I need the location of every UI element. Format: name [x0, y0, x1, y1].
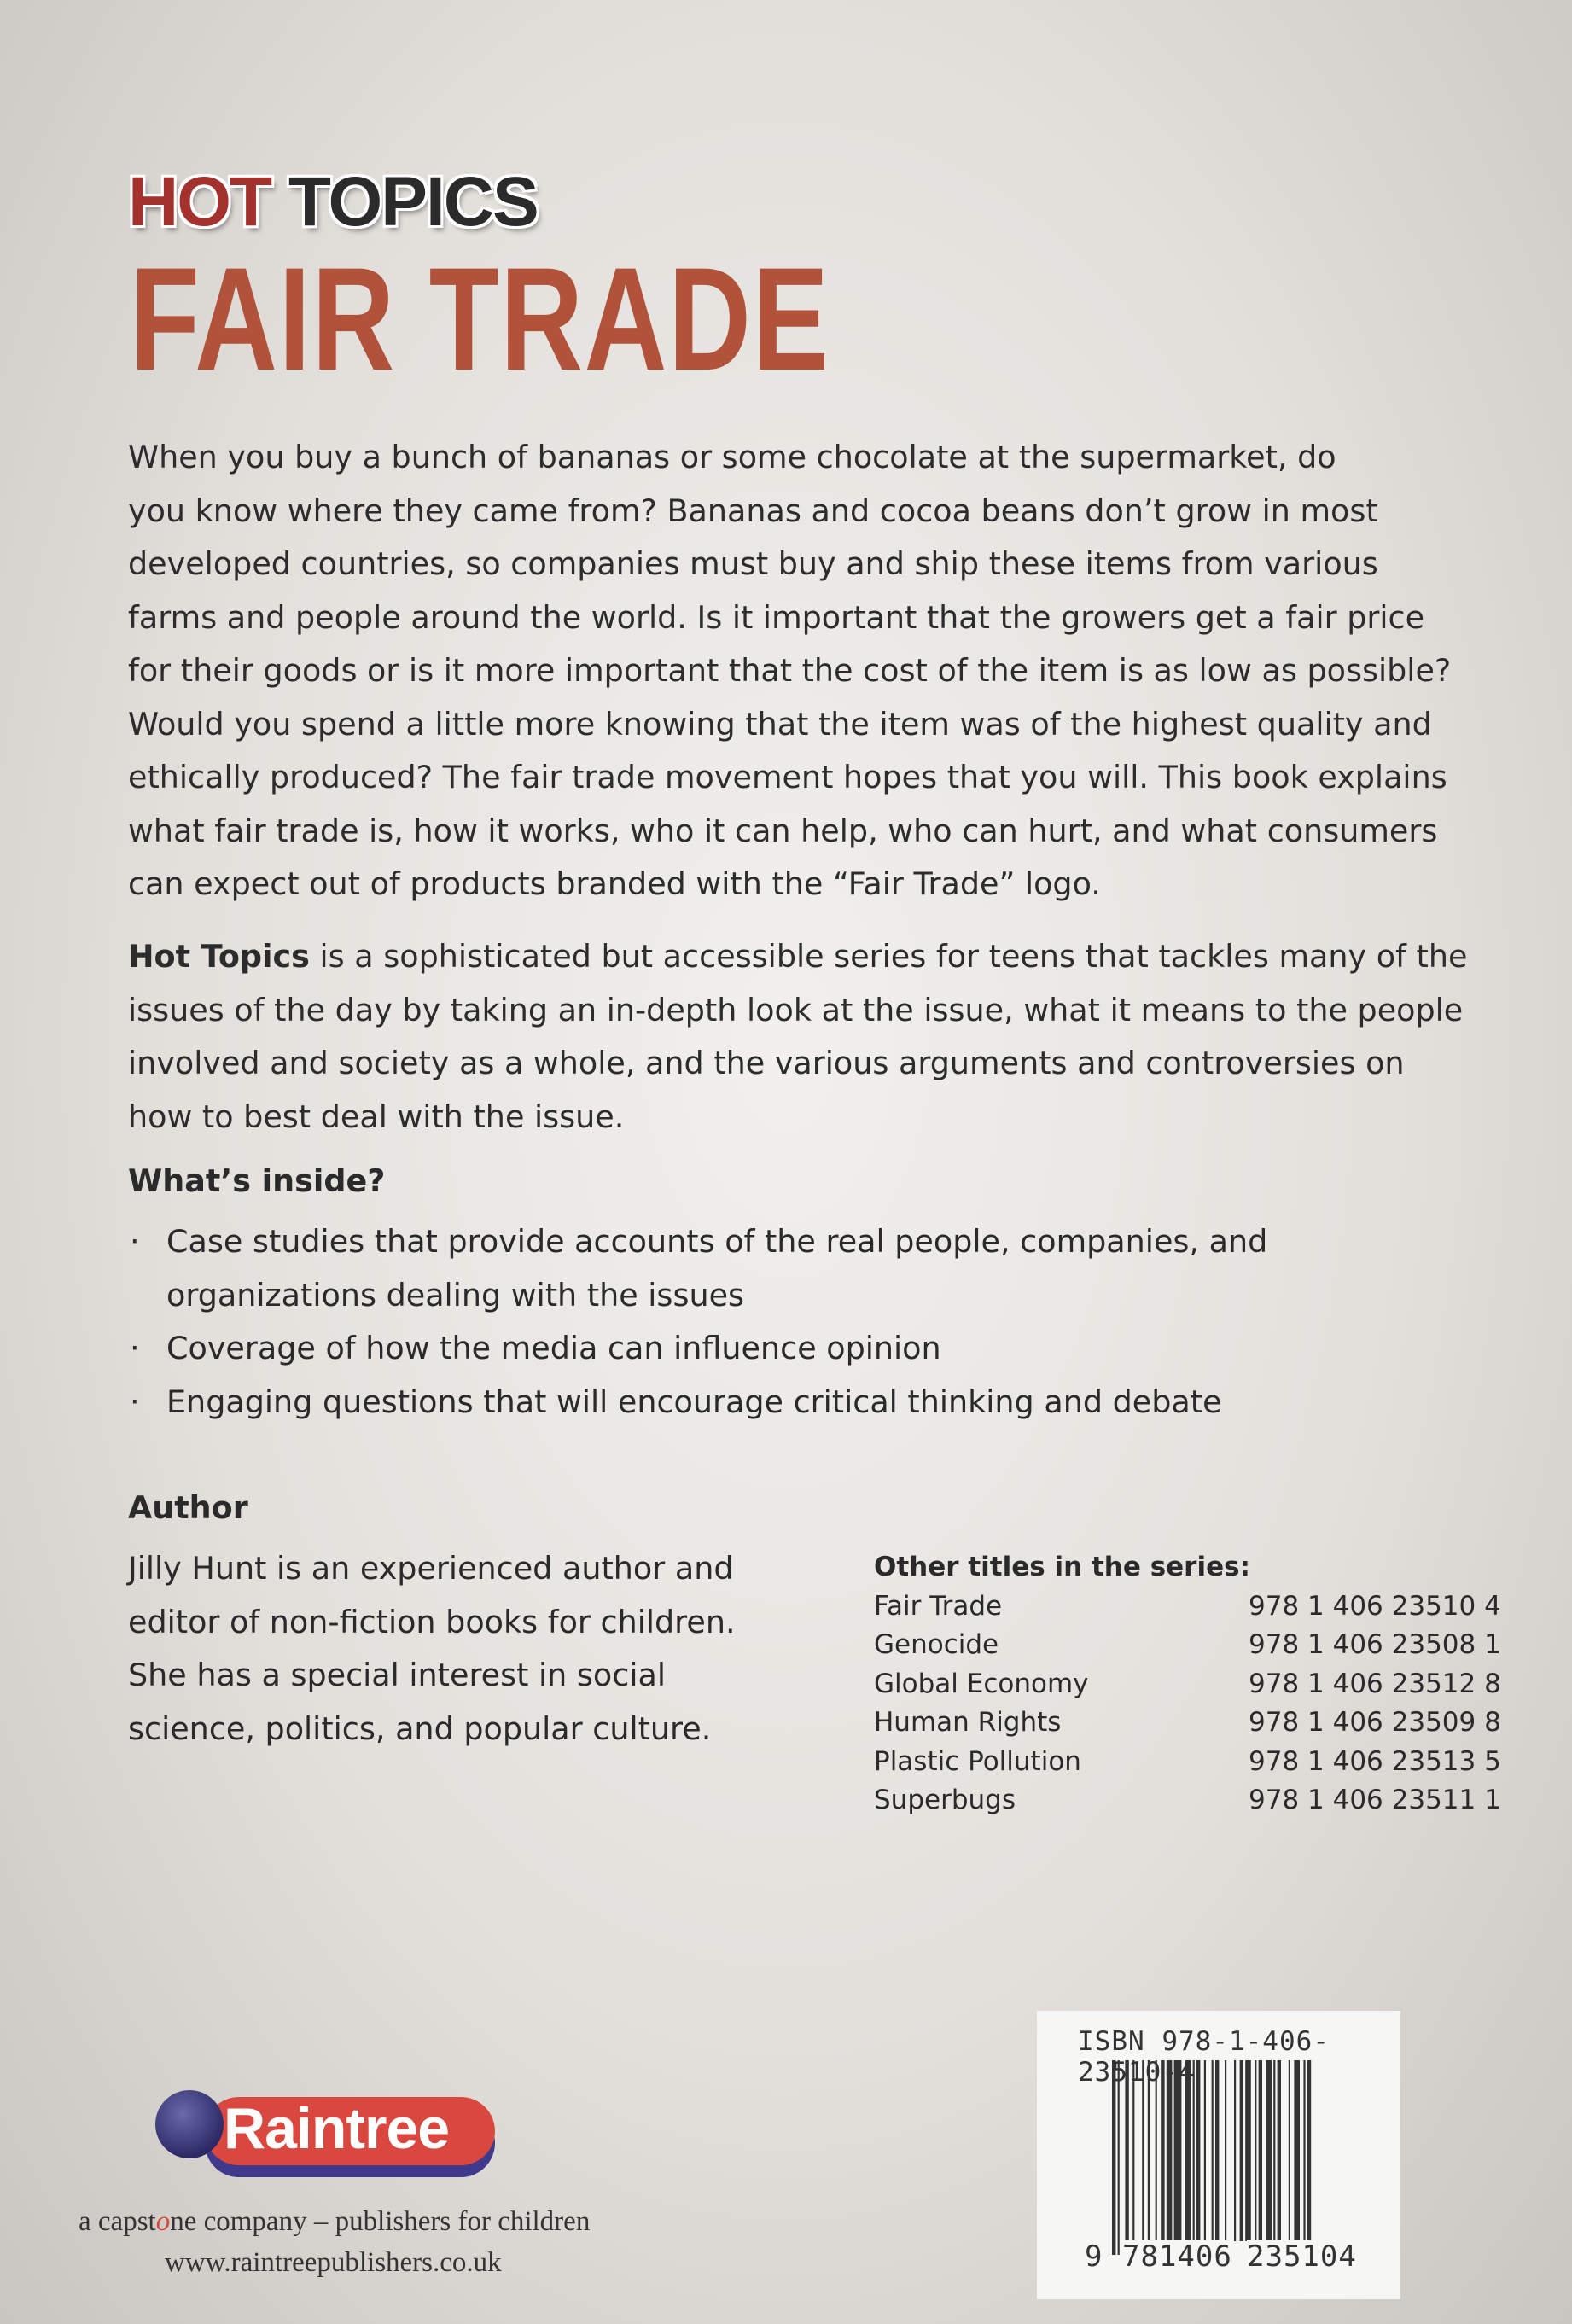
series-description: [128, 930, 1467, 1144]
text-line: issues of the day by taking an in-depth look at the issue, what it means to the people: [128, 991, 1464, 1028]
other-titles: [874, 1548, 1501, 1820]
text-line: editor of non-fiction books for children.: [128, 1603, 736, 1640]
title-name: Global Economy: [874, 1668, 1089, 1699]
text-line: Jilly Hunt is an experienced author and: [128, 1550, 734, 1587]
series-hot: HOT: [128, 163, 271, 241]
barcode-digits-left: 781406: [1122, 2240, 1232, 2274]
text-line: She has a special interest in social: [128, 1657, 666, 1693]
text-line: involved and society as a whole, and the various arguments and controversies on: [128, 1045, 1405, 1081]
series-name: Hot Topics: [128, 938, 310, 975]
title-isbn: 978 1 406 23508 1: [1249, 1629, 1501, 1660]
title-name: Plastic Pollution: [874, 1745, 1081, 1777]
text-line: organizations dealing with the issues: [166, 1276, 745, 1313]
text-line: can expect out of products branded with the “Fair Trade” logo.: [128, 865, 1101, 902]
text-line: science, politics, and popular culture.: [128, 1710, 712, 1747]
author-heading: Author: [128, 1489, 248, 1526]
title-row: [874, 1704, 1501, 1743]
bullet-icon: ·: [130, 1383, 140, 1420]
list-item: [128, 1376, 1267, 1430]
title-isbn: 978 1 406 23509 8: [1249, 1707, 1501, 1738]
series-logo: [128, 163, 538, 241]
bullet-icon: ·: [130, 1223, 140, 1260]
book-title: FAIR TRADE: [130, 237, 830, 401]
whats-inside-heading: What’s inside?: [128, 1162, 386, 1199]
text-span: is a sophisticated but accessible series for teens that tackles many of the: [309, 938, 1468, 975]
text-span: ne company – publishers for children: [170, 2206, 591, 2237]
other-titles-heading: Other titles in the series:: [874, 1552, 1250, 1582]
title-name: Genocide: [874, 1629, 999, 1660]
barcode-digits-right: 235104: [1247, 2240, 1357, 2274]
list-item: [128, 1215, 1267, 1322]
text-line: [128, 930, 1467, 984]
bullet-icon: ·: [130, 1330, 140, 1366]
whats-inside-list: [128, 1215, 1267, 1429]
title-name: Human Rights: [874, 1707, 1062, 1738]
intro-paragraph: [128, 431, 1451, 912]
text-span: o: [155, 2206, 171, 2237]
title-row: [874, 1743, 1501, 1782]
title-name: Fair Trade: [874, 1590, 1003, 1622]
title-row: [874, 1781, 1501, 1820]
text-line: for their goods or is it more important that the cost of the item is as low as possible?: [128, 652, 1452, 689]
logo-text: Raintree: [224, 2096, 450, 2161]
title-row: [874, 1587, 1501, 1627]
globe-icon: [155, 2090, 224, 2158]
series-topics: TOPICS: [288, 163, 538, 241]
text-line: what fair trade is, how it works, who it can help, who can hurt, and what consumers: [128, 812, 1438, 849]
author-bio: [128, 1542, 736, 1756]
title-isbn: 978 1 406 23511 1: [1249, 1785, 1501, 1815]
publisher-tagline: [79, 2206, 590, 2238]
barcode-bar: [1307, 2060, 1311, 2255]
text-span: a capst: [79, 2206, 156, 2237]
text-line: developed countries, so companies must buy and ship these items from various: [128, 545, 1378, 582]
text-line: farms and people around the world. Is it important that the growers get a fair price: [128, 598, 1425, 636]
text-line: Case studies that provide accounts of the real people, companies, and: [166, 1223, 1268, 1260]
barcode-bar: [1215, 2060, 1219, 2255]
raintree-logo: [155, 2090, 510, 2188]
text-line: you know where they came from? Bananas and cocoa beans don’t grow in most: [128, 492, 1378, 529]
text-line: Would you spend a little more knowing that the item was of the highest quality and: [128, 705, 1432, 743]
title-isbn: 978 1 406 23510 4: [1249, 1590, 1501, 1622]
title-row: [874, 1626, 1501, 1665]
barcode-digit: 9: [1085, 2240, 1103, 2274]
text-line: Coverage of how the media can influence opinion: [166, 1330, 941, 1366]
text-line: ethically produced? The fair trade movement hopes that you will. This book explains: [128, 759, 1447, 795]
list-item: [128, 1322, 1267, 1376]
title-row: [874, 1665, 1501, 1704]
text-line: When you buy a bunch of bananas or some chocolate at the supermarket, do: [128, 439, 1336, 475]
barcode-bar: [1118, 2060, 1120, 2255]
text-line: how to best deal with the issue.: [128, 1098, 625, 1135]
title-isbn: 978 1 406 23513 5: [1249, 1745, 1501, 1777]
text-line: Engaging questions that will encourage critical thinking and debate: [166, 1383, 1222, 1420]
title-name: Superbugs: [874, 1785, 1016, 1815]
publisher-url[interactable]: www.raintreepublishers.co.uk: [165, 2247, 502, 2278]
isbn-label: ISBN 978-1-406-23510-4: [1078, 2026, 1330, 2088]
title-isbn: 978 1 406 23512 8: [1249, 1668, 1501, 1699]
barcode-box: [1037, 2011, 1400, 2299]
barcode-bar: [1112, 2060, 1115, 2255]
